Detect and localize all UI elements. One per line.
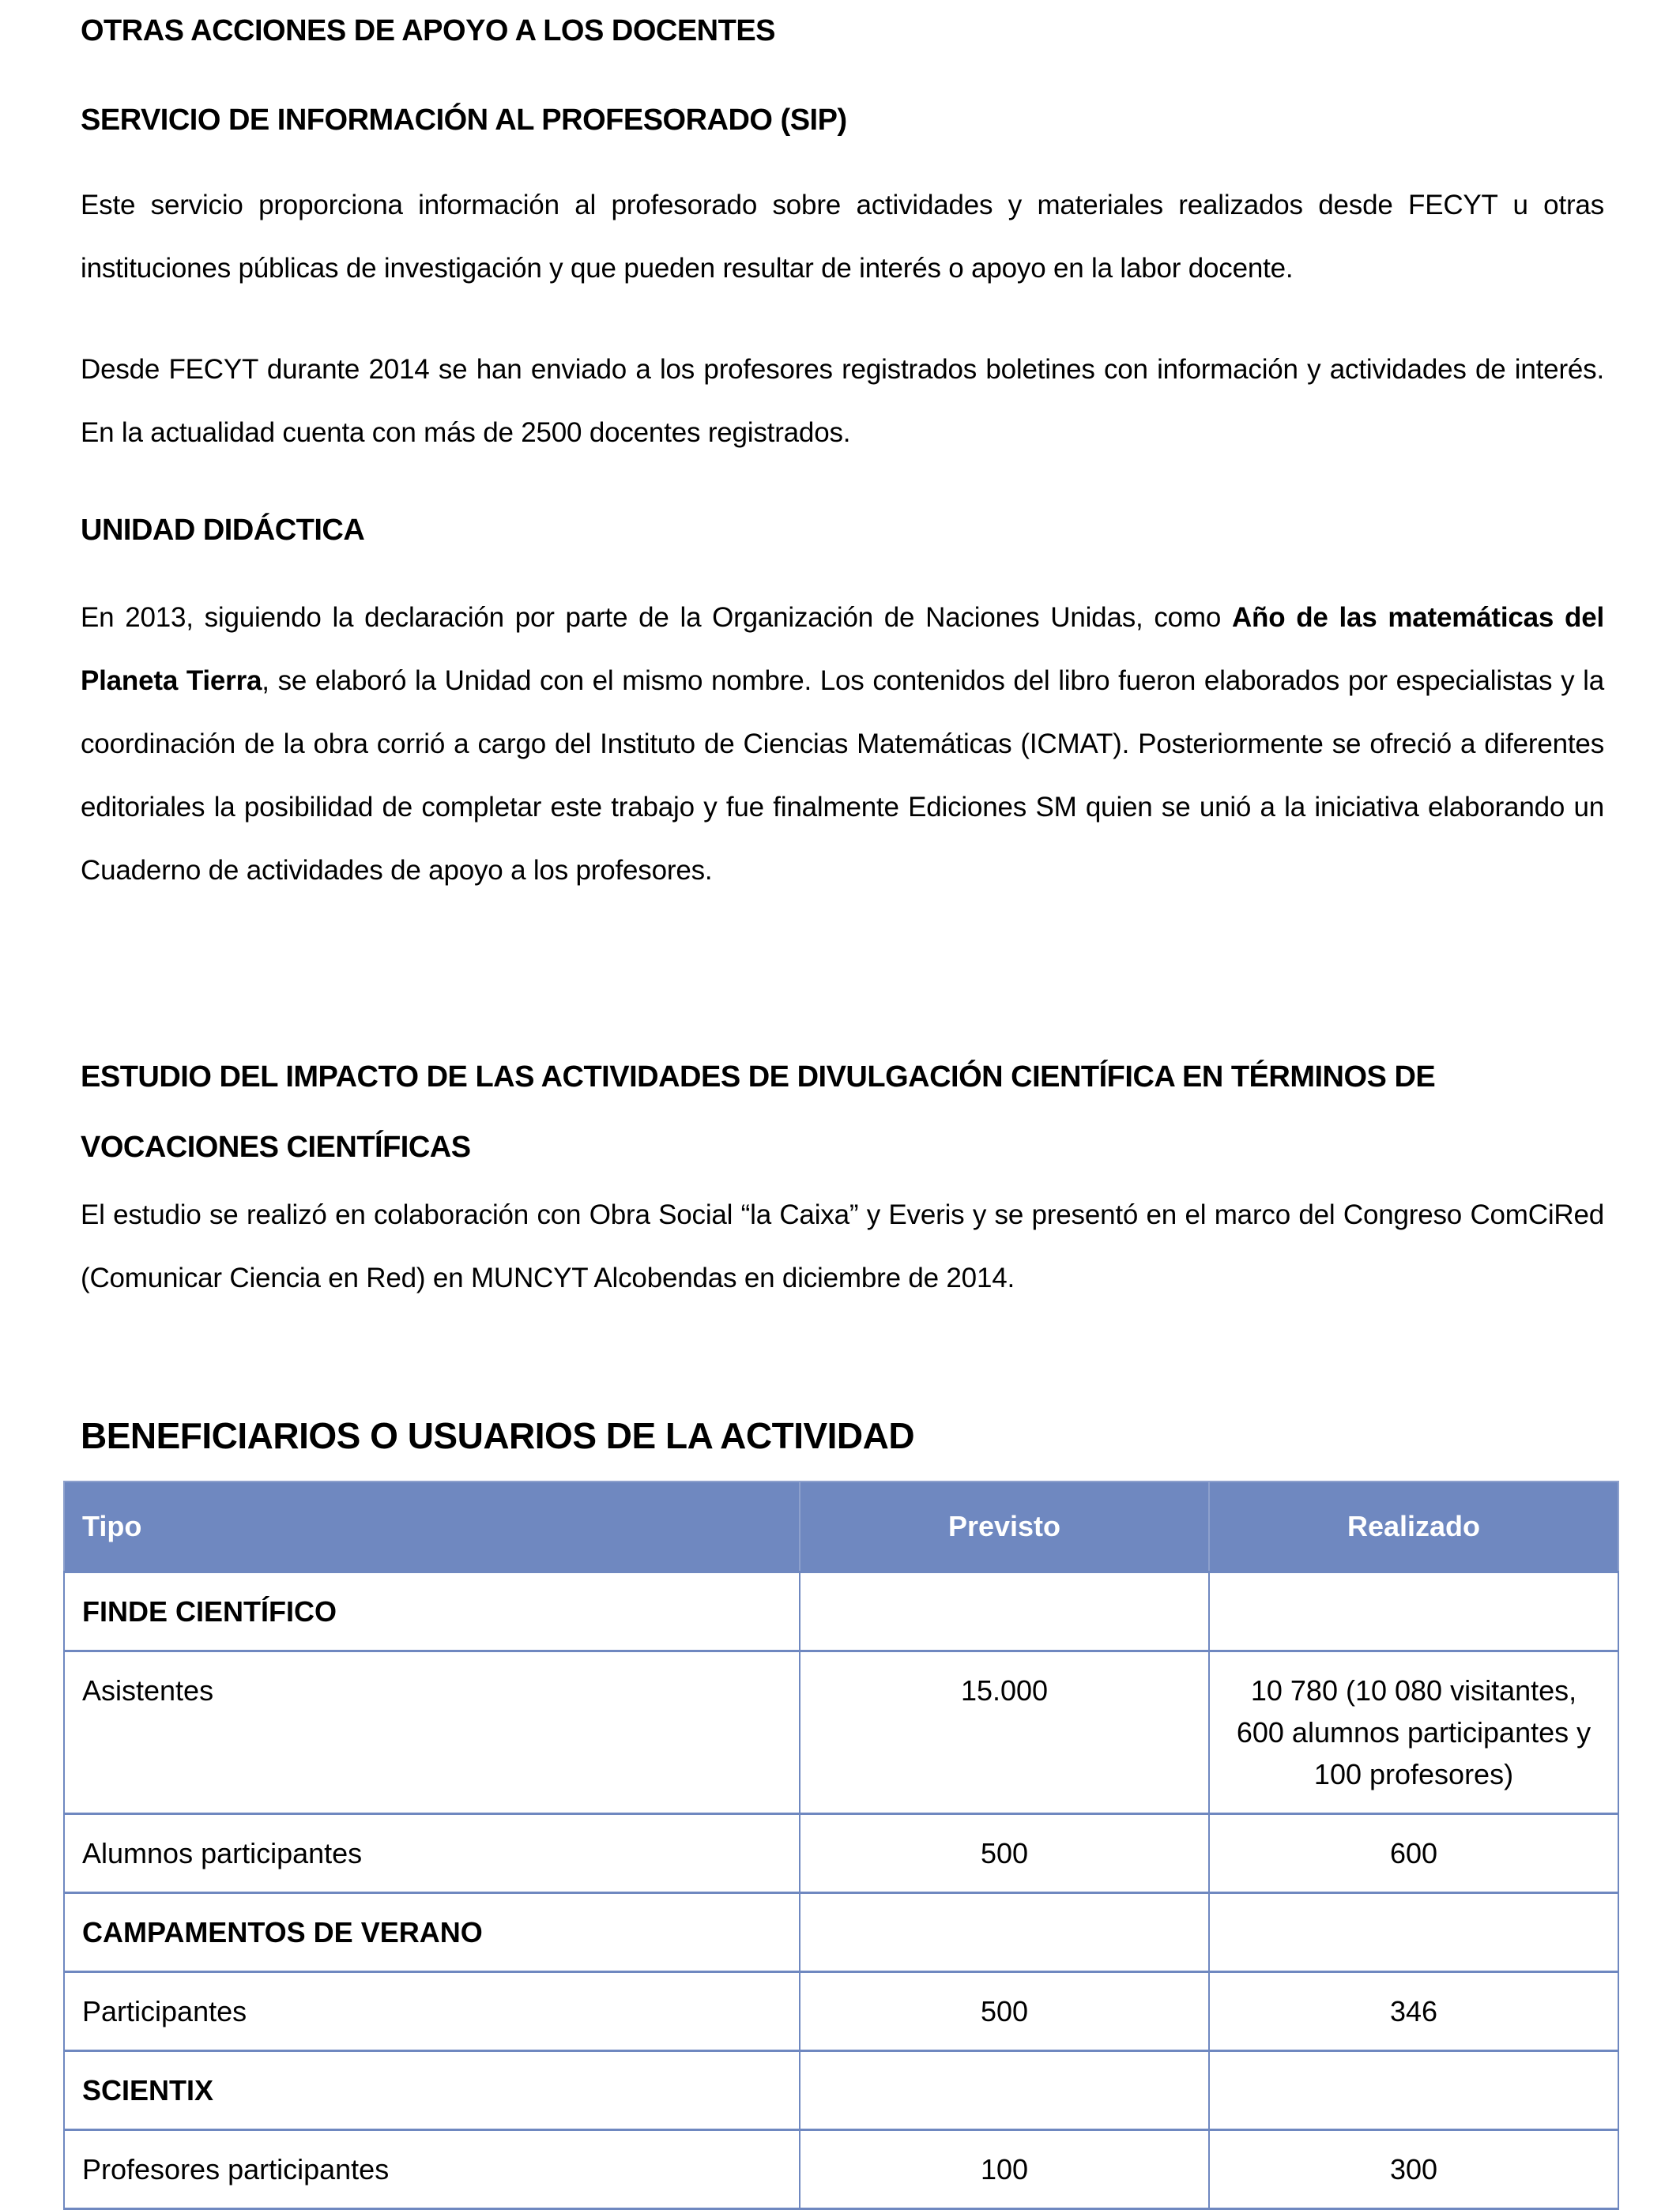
table-row [64,2051,1618,2130]
unidad-text-after: , se elaboró la Unidad con el mismo nombre. Los contenidos del libro fueron elaborados por especialistas y la coordinación de la obra corrió a cargo del Instituto de Ciencias Matemáticas (ICMAT). Posteriormente se ofreció a diferentes editoriales la posibilidad de completar este trabajo y fue finalmente Ediciones SM quien se unió a la iniciativa elaborando un Cuaderno de actividades de apoyo a los profesores. [81,665,1604,886]
cell-realizado: 600 [1209,1814,1618,1893]
cell-tipo: Asistentes [64,1651,800,1814]
table-row [64,2130,1618,2209]
cell-tipo: Alumnos participantes [64,1814,800,1893]
cell-previsto: 100 [800,2130,1209,2209]
unidad-text-before: En 2013, siguiendo la declaración por parte de la Organización de Naciones Unidas, como [81,602,1232,633]
estudio-paragraph: El estudio se realizó en colaboración con Obra Social “la Caixa” y Everis y se presentó en el marco del Congreso ComCiRed (Comunicar Ciencia en Red) en MUNCYT Alcobendas en diciembre de 2014. [81,1199,1604,1293]
cell-realizado [1209,1572,1618,1651]
cell-previsto [800,1893,1209,1972]
heading-unidad-didactica: UNIDAD DIDÁCTICA [81,514,365,547]
cell-realizado: 10 780 (10 080 visitantes, 600 alumnos participantes y 100 profesores) [1209,1651,1618,1814]
cell-previsto [800,1572,1209,1651]
table-header-row [64,1481,1618,1572]
heading-sip: SERVICIO DE INFORMACIÓN AL PROFESORADO (SIP) [81,104,847,137]
heading-beneficiarios: BENEFICIARIOS O USUARIOS DE LA ACTIVIDAD [81,1415,915,1456]
table-row [64,1572,1618,1651]
cell-previsto [800,2051,1209,2130]
table-row [64,1651,1618,1814]
unidad-paragraph [81,586,1604,902]
cell-previsto: 500 [800,1972,1209,2051]
cell-tipo: CAMPAMENTOS DE VERANO [64,1893,800,1972]
sip-paragraph-2: Desde FECYT durante 2014 se han enviado a los profesores registrados boletines con información y actividades de interés. En la actualidad cuenta con más de 2500 docentes registrados. [81,354,1604,448]
beneficiarios-table [63,1481,1619,2210]
table-row [64,1814,1618,1893]
cell-tipo: FINDE CIENTÍFICO [64,1572,800,1651]
heading-estudio-line1: ESTUDIO DEL IMPACTO DE LAS ACTIVIDADES DE DIVULGACIÓN CIENTÍFICA EN TÉRMINOS DE [81,1060,1436,1094]
cell-realizado: 300 [1209,2130,1618,2209]
cell-tipo: Participantes [64,1972,800,2051]
cell-realizado [1209,2051,1618,2130]
table-row [64,1893,1618,1972]
cell-realizado [1209,1893,1618,1972]
header-realizado: Realizado [1209,1481,1618,1572]
cell-tipo: Profesores participantes [64,2130,800,2209]
header-tipo: Tipo [64,1481,800,1572]
cell-previsto: 15.000 [800,1651,1209,1814]
cell-previsto: 500 [800,1814,1209,1893]
header-previsto: Previsto [800,1481,1209,1572]
unidad-bold-text: Año de las matemáticas del Planeta Tierra [81,602,1604,696]
sip-paragraph-1: Este servicio proporciona información al profesorado sobre actividades y materiales realizados desde FECYT u otras instituciones públicas de investigación y que pueden resultar de interés o apoyo en la labor docente. [81,190,1604,284]
cell-realizado: 346 [1209,1972,1618,2051]
heading-otras-acciones: OTRAS ACCIONES DE APOYO A LOS DOCENTES [81,14,776,47]
cell-tipo: SCIENTIX [64,2051,800,2130]
heading-estudio-line2: VOCACIONES CIENTÍFICAS [81,1131,471,1164]
table-row [64,1972,1618,2051]
